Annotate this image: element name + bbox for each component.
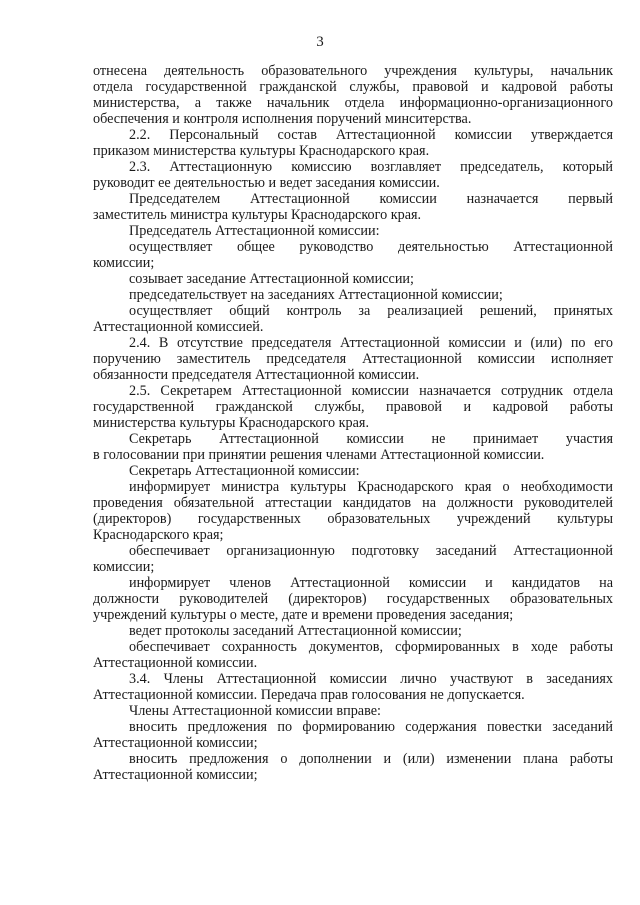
text-line: Аттестационной комиссией.: [93, 319, 264, 335]
text-line: отдела государственной гражданской службы, правовой и кадровой работы: [93, 79, 613, 95]
page-number: 3: [316, 34, 324, 50]
text-line: Аттестационной комиссии;: [93, 767, 258, 783]
text-line: государственной гражданской службы, правовой и кадровой работы: [93, 399, 613, 415]
text-line: (директоров) государственных образовательных учреждений культуры: [93, 511, 613, 527]
text-line: отнесена деятельность образовательного учреждения культуры, начальник: [93, 63, 613, 79]
text-line: информирует министра культуры Краснодарского края о необходимости: [129, 479, 613, 495]
text-line: председательствует на заседаниях Аттестационной комиссии;: [129, 287, 503, 303]
text-line: 2.4. В отсутствие председателя Аттестационной комиссии и (или) по его: [129, 335, 613, 351]
text-line: проведения обязательной аттестации кандидатов на должности руководителей: [93, 495, 613, 511]
text-line: в голосовании при принятии решения членами Аттестационной комиссии.: [93, 447, 545, 463]
text-line: 3.4. Члены Аттестационной комиссии лично участвуют в заседаниях: [129, 671, 613, 687]
text-line: учреждений культуры о месте, дате и времени проведения заседания;: [93, 607, 514, 623]
text-line: обеспечивает сохранность документов, сформированных в ходе работы: [129, 639, 613, 655]
text-line: заместитель министра культуры Краснодарского края.: [93, 207, 422, 223]
text-line: вносить предложения о дополнении и (или) изменении плана работы: [129, 751, 613, 767]
text-line: Члены Аттестационной комиссии вправе:: [129, 703, 381, 719]
text-line: министерства культуры Краснодарского края.: [93, 415, 370, 431]
text-line: ведет протоколы заседаний Аттестационной комиссии;: [129, 623, 462, 639]
text-line: обеспечения и контроля исполнения поручений минситерства.: [93, 111, 472, 127]
text-line: обязанности председателя Аттестационной комиссии.: [93, 367, 420, 383]
text-line: поручению заместитель председателя Аттестационной комиссии исполняет: [93, 351, 613, 367]
document-body: [93, 63, 613, 783]
text-line: должности руководителей (директоров) государственных образовательных: [93, 591, 613, 607]
text-line: комиссии;: [93, 255, 155, 271]
text-line: осуществляет общее руководство деятельностью Аттестационной: [129, 239, 613, 255]
text-line: Аттестационной комиссии. Передача прав голосования не допускается.: [93, 687, 525, 703]
text-line: 2.3. Аттестационную комиссию возглавляет председатель, который: [129, 159, 613, 175]
text-line: министерства, а также начальник отдела информационно-организационного: [93, 95, 613, 111]
text-line: вносить предложения по формированию содержания повестки заседаний: [129, 719, 613, 735]
text-line: осуществляет общий контроль за реализацией решений, принятых: [129, 303, 613, 319]
text-line: руководит ее деятельностью и ведет заседания комиссии.: [93, 175, 440, 191]
text-line: 2.2. Персональный состав Аттестационной комиссии утверждается: [129, 127, 613, 143]
text-line: Секретарь Аттестационной комиссии:: [129, 463, 360, 479]
text-line: Аттестационной комиссии.: [93, 655, 258, 671]
text-line: комиссии;: [93, 559, 155, 575]
text-line: информирует членов Аттестационной комиссии и кандидатов на: [129, 575, 613, 591]
text-line: Секретарь Аттестационной комиссии не принимает участия: [129, 431, 613, 447]
text-line: 2.5. Секретарем Аттестационной комиссии назначается сотрудник отдела: [129, 383, 613, 399]
text-line: Краснодарского края;: [93, 527, 224, 543]
text-line: Председателем Аттестационной комиссии назначается первый: [129, 191, 613, 207]
text-line: обеспечивает организационную подготовку заседаний Аттестационной: [129, 543, 613, 559]
text-line: созывает заседание Аттестационной комиссии;: [129, 271, 414, 287]
text-line: Председатель Аттестационной комиссии:: [129, 223, 380, 239]
text-line: Аттестационной комиссии;: [93, 735, 258, 751]
text-line: приказом министерства культуры Краснодарского края.: [93, 143, 430, 159]
